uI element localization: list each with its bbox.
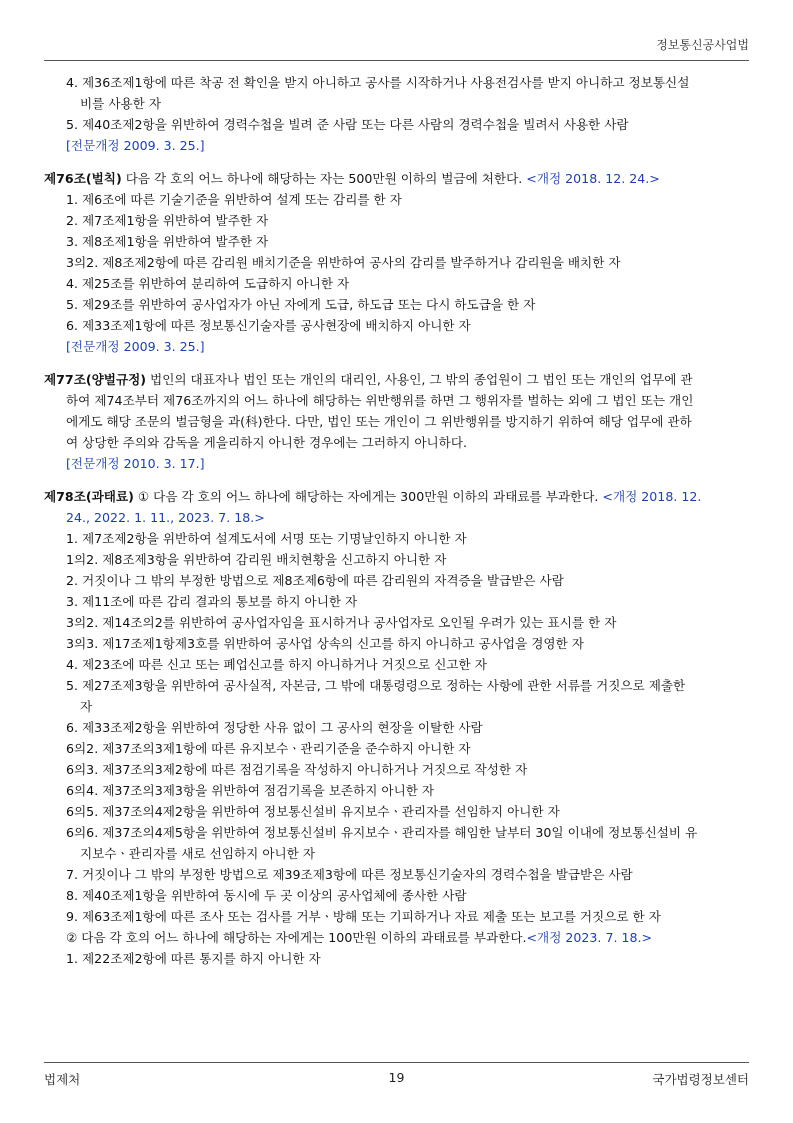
art78-heading <box>44 486 756 507</box>
art78-item66-line2: 지보수ㆍ관리자를 새로 선임하지 아니한 자 <box>80 846 315 861</box>
art76-title: 제76조(벌칙) <box>44 171 122 186</box>
art78-item: 6의2. 제37조의3제1항에 따른 유지보수ㆍ관리기준을 준수하지 아니한 자 <box>66 741 471 756</box>
art76-item: 2. 제7조제1항을 위반하여 발주한 자 <box>66 213 269 228</box>
art78-para2-item: 1. 제22조제2항에 따른 통지를 하지 아니한 자 <box>66 951 321 966</box>
art75-item4-line1: 4. 제36조제1항에 따른 착공 전 확인을 받지 아니하고 공사를 시작하거나 사용전검사를 받지 아니하고 정보통신설 <box>66 75 690 90</box>
art78-item: 6의5. 제37조의4제2항을 위반하여 정보통신설비 유지보수ㆍ관리자를 선임하지 아니한 자 <box>66 804 560 819</box>
art78-item: 1. 제7조제2항을 위반하여 설계도서에 서명 또는 기명날인하지 아니한 자 <box>66 531 467 546</box>
art78-item: 4. 제23조에 따른 신고 또는 폐업신고를 하지 아니하거나 거짓으로 신고한 자 <box>66 657 487 672</box>
art77-line1 <box>44 369 756 390</box>
art78-item: 7. 거짓이나 그 밖의 부정한 방법으로 제39조제3항에 따른 정보통신기술자의 경력수첩을 발급받은 사람 <box>66 867 633 882</box>
art76-item: 3의2. 제8조제2항에 따른 감리원 배치기준을 위반하여 공사의 감리를 발주하거나 감리원을 배치한 자 <box>66 255 621 270</box>
art78-para1-amendment-b: 24., 2022. 1. 11., 2023. 7. 18.> <box>66 510 265 525</box>
art78-para2-text: ② 다음 각 호의 어느 하나에 해당하는 자에게는 100만원 이하의 과태료를 부과한다. <box>66 930 527 945</box>
art78-item: 9. 제63조제1항에 따른 조사 또는 검사를 거부ㆍ방해 또는 기피하거나 자료 제출 또는 보고를 거짓으로 한 자 <box>66 909 661 924</box>
footer-publisher: 국가법령정보센터 <box>652 1072 749 1087</box>
art76-item: 5. 제29조를 위반하여 공사업자가 아닌 자에게 도급, 하도급 또는 다시 하도급을 한 자 <box>66 297 536 312</box>
page-number: 19 <box>388 1070 405 1085</box>
footer-source: 법제처 <box>44 1072 81 1087</box>
art76-item: 4. 제25조를 위반하여 분리하여 도급하지 아니한 자 <box>66 276 350 291</box>
art78-item: 6의3. 제37조의3제2항에 따른 점검기록을 작성하지 아니하거나 거짓으로 작성한 자 <box>66 762 528 777</box>
art78-title: 제78조(과태료) <box>44 489 134 504</box>
art75-item5: 5. 제40조제2항을 위반하여 경력수첩을 빌려 준 사람 또는 다른 사람의 경력수첩을 빌려서 사용한 사람 <box>66 117 629 132</box>
art78-para2-amendment: <개정 2023. 7. 18.> <box>526 930 653 945</box>
art76-item: 3. 제8조제1항을 위반하여 발주한 자 <box>66 234 269 249</box>
art77-text: 법인의 대표자나 법인 또는 개인의 대리인, 사용인, 그 밖의 종업원이 그 법인 또는 개인의 업무에 관 <box>146 372 693 387</box>
art76-text: 다음 각 호의 어느 하나에 해당하는 자는 500만원 이하의 벌금에 처한다. <box>121 171 527 186</box>
art78-item: 3. 제11조에 따른 감리 결과의 통보를 하지 아니한 자 <box>66 594 358 609</box>
art78-para1-text: ① 다음 각 호의 어느 하나에 해당하는 자에게는 300만원 이하의 과태료를 부과한다. <box>133 489 603 504</box>
art75-amendment-note: [전문개정 2009. 3. 25.] <box>66 138 205 153</box>
page-header-title: 정보통신공사업법 <box>656 38 749 52</box>
art78-item: 6의4. 제37조의3제3항을 위반하여 점검기록을 보존하지 아니한 자 <box>66 783 435 798</box>
art78-item: 8. 제40조제1항을 위반하여 동시에 두 곳 이상의 공사업체에 종사한 사람 <box>66 888 467 903</box>
header-divider <box>44 60 749 61</box>
art78-para1-amendment-a: <개정 2018. 12. <box>602 489 702 504</box>
art78-item: 1의2. 제8조제3항을 위반하여 감리원 배치현황을 신고하지 아니한 자 <box>66 552 447 567</box>
footer-divider <box>44 1062 749 1063</box>
art78-item: 6. 제33조제2항을 위반하여 정당한 사유 없이 그 공사의 현장을 이탈한 사람 <box>66 720 483 735</box>
art76-amendment-note: [전문개정 2009. 3. 25.] <box>66 339 205 354</box>
art78-item: 2. 거짓이나 그 밖의 부정한 방법으로 제8조제6항에 따른 감리원의 자격증을 발급받은 사람 <box>66 573 564 588</box>
art76-item: 1. 제6조에 따른 기술기준을 위반하여 설계 또는 감리를 한 자 <box>66 192 402 207</box>
art78-para2 <box>44 927 756 948</box>
art78-item5-line2: 자 <box>80 699 93 714</box>
art78-item: 3의3. 제17조제1항제3호를 위반하여 공사업 상속의 신고를 하지 아니하고 공사업을 경영한 자 <box>66 636 584 651</box>
art76-amendment-inline: <개정 2018. 12. 24.> <box>526 171 660 186</box>
art77-amendment-note: [전문개정 2010. 3. 17.] <box>66 456 205 471</box>
art75-item4-line2: 비를 사용한 자 <box>80 96 161 111</box>
art77-line3: 에게도 해당 조문의 벌금형을 과(科)한다. 다만, 법인 또는 개인이 그 위반행위를 방지하기 위하여 해당 업무에 관하 <box>66 414 692 429</box>
art78-item5-line1: 5. 제27조제3항을 위반하여 공사실적, 자본금, 그 밖에 대통령령으로 정하는 사항에 관한 서류를 거짓으로 제출한 <box>66 678 686 693</box>
art77-line2: 하여 제74조부터 제76조까지의 어느 하나에 해당하는 위반행위를 하면 그 행위자를 벌하는 외에 그 법인 또는 개인 <box>66 393 694 408</box>
art78-item: 3의2. 제14조의2를 위반하여 공사업자임을 표시하거나 공사업자로 오인될 우려가 있는 표시를 한 자 <box>66 615 617 630</box>
art78-item66-line1: 6의6. 제37조의4제5항을 위반하여 정보통신설비 유지보수ㆍ관리자를 해임한 날부터 30일 이내에 정보통신설비 유 <box>66 825 698 840</box>
art77-line4: 여 상당한 주의와 감독을 게을리하지 아니한 경우에는 그러하지 아니하다. <box>66 435 467 450</box>
law-document-body <box>44 72 756 969</box>
art76-item: 6. 제33조제1항에 따른 정보통신기술자를 공사현장에 배치하지 아니한 자 <box>66 318 471 333</box>
art77-title: 제77조(양벌규정) <box>44 372 147 387</box>
art76-heading <box>44 168 756 189</box>
